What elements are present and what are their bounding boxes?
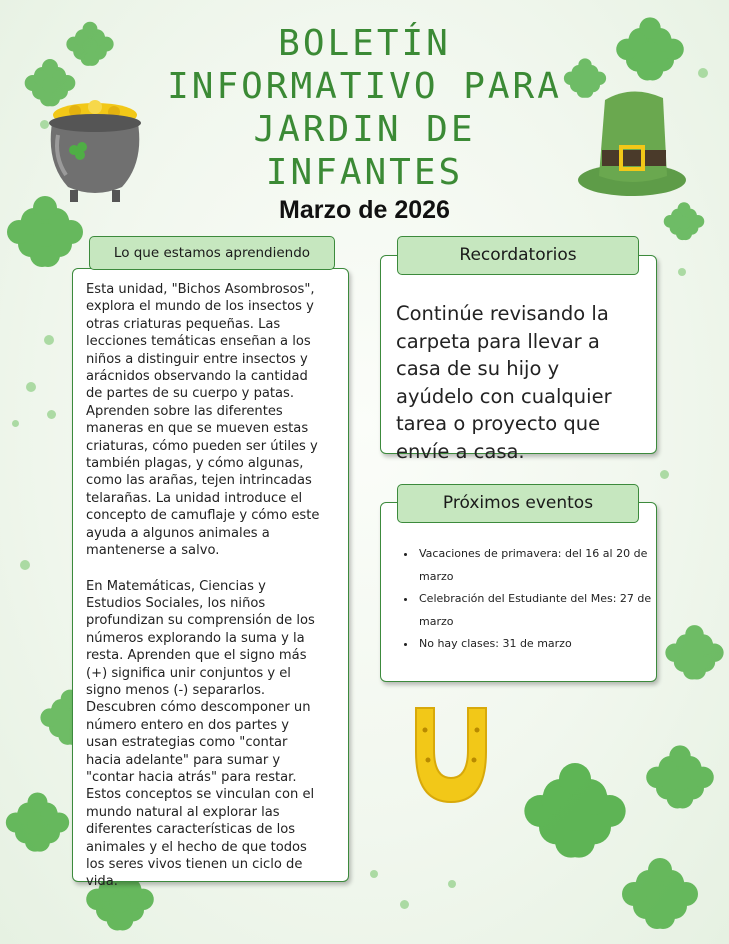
title-line: INFORMATIVO PARA [167,66,562,107]
learning-label: Lo que estamos aprendiendo [89,236,335,270]
events-list [401,543,657,656]
horseshoe-icon [398,700,504,810]
shamrock-icon [640,740,720,820]
learning-paragraph: Esta unidad, "Bichos Asombrosos", explora el mundo de los insectos y otras criaturas pequeñas. Las lecciones temáticas enseñan a los niños a distinguir entre insectos y arácnidos observando la cantidad de partes de su cuerpo y patas. Aprenden sobre las diferentes maneras en que se mueven estas criaturas, cómo pueden ser útiles y también plagas, y cómo algunas, como las arañas, tejen intrincadas telarañas. La unidad introduce el concepto de camuflaje y cómo este ayuda a algunos animales a mantenerse a salvo. [86,282,320,559]
shamrock-icon [615,850,705,944]
reminders-card [380,255,657,463]
events-label: Próximos eventos [397,484,639,523]
events-card [380,502,657,682]
learning-body [86,281,322,891]
page-title [0,22,729,194]
title-line: INFANTES [265,152,464,193]
title-line: BOLETÍN [278,23,451,64]
event-item: • No hay clases: 31 de marzo [417,633,657,656]
event-item: • Celebración del Estudiante del Mes: 27 de marzo [417,588,657,633]
title-line: JARDIN DE [253,109,476,150]
learning-paragraph: En Matemáticas, Ciencias y Estudios Sociales, los niños profundizan su comprensión de los números explorando la suma y la resta. Aprenden que el signo más (+) significa unir conjuntos y el signo menos (-) separarlos. Descubren cómo descomponer un número entero en dos partes y usan estrategias como "contar hacia adelante" para sumar y "contar hacia atrás" para restar. Estos conceptos se vinculan con el mundo natural al explorar las diferentes características de los animales y el hecho de que todos los seres vivos tienen un ciclo de vida. [86,578,315,890]
reminders-label: Recordatorios [397,236,639,275]
newsletter-date: Marzo de 2026 [279,196,450,224]
shamrock-icon [0,770,75,880]
event-item: • Vacaciones de primavera: del 16 al 20 de marzo [417,543,657,588]
learning-card [72,268,349,890]
shamrock-icon [660,600,729,710]
reminders-text: Continúe revisando la carpeta para llevar a casa de su hijo y ayúdelo con cualquier tarea o proyecto que envíe a casa. [396,302,612,463]
